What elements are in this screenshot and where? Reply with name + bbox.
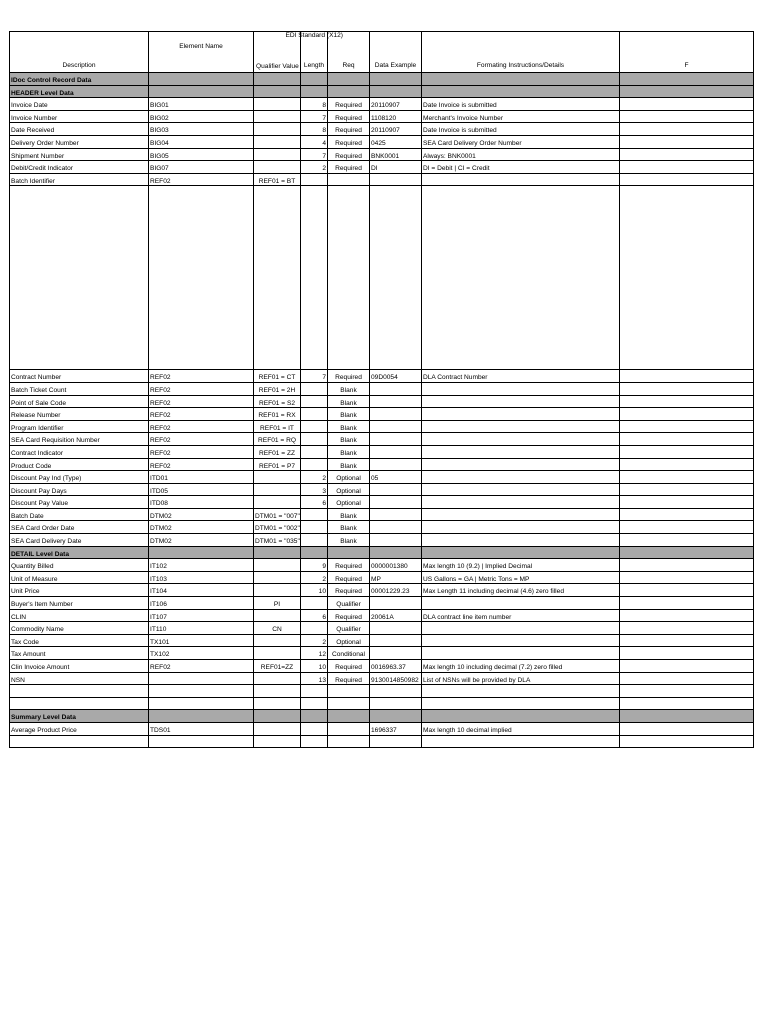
cell xyxy=(370,382,422,395)
cell: Blank xyxy=(328,458,370,471)
table-row xyxy=(10,123,754,136)
cell: REF02 xyxy=(149,370,254,383)
section-label: HEADER Level Data xyxy=(10,85,149,98)
cell xyxy=(254,496,301,509)
cell: REF01 = CT xyxy=(254,370,301,383)
cell: Max length 10 decimal implied xyxy=(422,722,620,735)
cell: REF02 xyxy=(149,408,254,421)
cell: Date Invoice is submitted xyxy=(422,98,620,111)
cell: IT106 xyxy=(149,597,254,610)
cell xyxy=(370,622,422,635)
cell: 9 xyxy=(301,559,328,572)
cell xyxy=(370,534,422,547)
cell: DTM02 xyxy=(149,508,254,521)
cell xyxy=(370,173,422,186)
cell: Blank xyxy=(328,508,370,521)
cell: Blank xyxy=(328,534,370,547)
cell xyxy=(301,433,328,446)
cell xyxy=(301,622,328,635)
cell: BIG02 xyxy=(149,110,254,123)
col-formatting: Formating Instructions/Details xyxy=(422,32,620,73)
cell: IT103 xyxy=(149,571,254,584)
cell xyxy=(370,420,422,433)
cell: 20061A xyxy=(370,609,422,622)
cell: DI = Debit | CI = Credit xyxy=(422,161,620,174)
cell: 4 xyxy=(301,135,328,148)
cell: Average Product Price xyxy=(10,722,149,735)
cell: REF01 = RX xyxy=(254,408,301,421)
cell: 20110907 xyxy=(370,98,422,111)
cell: REF02 xyxy=(149,382,254,395)
cell: DLA contract line item number xyxy=(422,609,620,622)
cell: US Gallons = GA | Metric Tons = MP xyxy=(422,571,620,584)
cell: ITD05 xyxy=(149,483,254,496)
cell: Required xyxy=(328,559,370,572)
cell xyxy=(422,173,620,186)
cell: Unit of Measure xyxy=(10,571,149,584)
cell: Batch Ticket Count xyxy=(10,382,149,395)
blank-row xyxy=(10,685,754,698)
cell: SEA Card Order Date xyxy=(10,521,149,534)
cell xyxy=(301,534,328,547)
cell: Blank xyxy=(328,395,370,408)
cell: Qualifier xyxy=(328,622,370,635)
cell: REF02 xyxy=(149,395,254,408)
cell: 13 xyxy=(301,672,328,685)
cell xyxy=(301,597,328,610)
cell xyxy=(422,483,620,496)
cell xyxy=(422,622,620,635)
table-row xyxy=(10,458,754,471)
cell: Always: BNK0001 xyxy=(422,148,620,161)
col-f: F xyxy=(620,32,754,73)
cell xyxy=(370,496,422,509)
blank-row xyxy=(10,186,754,370)
cell xyxy=(254,110,301,123)
cell: List of NSNs will be provided by DLA xyxy=(422,672,620,685)
table-row xyxy=(10,408,754,421)
table-row xyxy=(10,634,754,647)
cell: Batch Date xyxy=(10,508,149,521)
cell: 0000001380 xyxy=(370,559,422,572)
cell: Blank xyxy=(328,382,370,395)
table-row xyxy=(10,722,754,735)
cell: CN xyxy=(254,622,301,635)
cell: Date Received xyxy=(10,123,149,136)
cell: 3 xyxy=(301,483,328,496)
cell xyxy=(422,647,620,660)
cell xyxy=(149,672,254,685)
table-row xyxy=(10,148,754,161)
table-row xyxy=(10,135,754,148)
cell xyxy=(422,496,620,509)
section-header xyxy=(10,85,754,98)
cell: 20110907 xyxy=(370,123,422,136)
cell: Blank xyxy=(328,521,370,534)
cell xyxy=(370,647,422,660)
cell xyxy=(370,433,422,446)
cell: REF01 = BT xyxy=(254,173,301,186)
cell xyxy=(254,483,301,496)
cell: Clin Invoice Amount xyxy=(10,660,149,673)
cell: Tax Amount xyxy=(10,647,149,660)
cell: 9130014850982 xyxy=(370,672,422,685)
col-element-name: EDI Standard (X12) Element Name xyxy=(149,32,254,73)
section-summary xyxy=(10,710,754,723)
cell: Optional xyxy=(328,483,370,496)
table-row xyxy=(10,622,754,635)
cell xyxy=(301,722,328,735)
cell: IT110 xyxy=(149,622,254,635)
cell: Quantity Billed xyxy=(10,559,149,572)
cell: BIG03 xyxy=(149,123,254,136)
cell: Blank xyxy=(328,445,370,458)
table-row xyxy=(10,571,754,584)
cell: Conditional xyxy=(328,647,370,660)
cell: 0425 xyxy=(370,135,422,148)
cell: Commodity Name xyxy=(10,622,149,635)
cell xyxy=(301,508,328,521)
cell xyxy=(370,521,422,534)
cell: DTM01 = "002" xyxy=(254,521,301,534)
cell: 8 xyxy=(301,123,328,136)
cell xyxy=(370,634,422,647)
cell: 05 xyxy=(370,471,422,484)
cell xyxy=(254,471,301,484)
cell: Product Code xyxy=(10,458,149,471)
cell: Max Length 11 including decimal (4.6) zero filled xyxy=(422,584,620,597)
cell: BNK0001 xyxy=(370,148,422,161)
cell: Delivery Order Number xyxy=(10,135,149,148)
cell: SEA Card Requisition Number xyxy=(10,433,149,446)
cell: NSN xyxy=(10,672,149,685)
cell: Required xyxy=(328,161,370,174)
cell: 10 xyxy=(301,660,328,673)
cell: Tax Code xyxy=(10,634,149,647)
cell: Required xyxy=(328,148,370,161)
cell xyxy=(422,420,620,433)
cell: 2 xyxy=(301,571,328,584)
cell xyxy=(301,420,328,433)
cell: CLIN xyxy=(10,609,149,622)
blank-row xyxy=(10,697,754,710)
table-row xyxy=(10,173,754,186)
cell xyxy=(422,445,620,458)
cell xyxy=(301,445,328,458)
cell: 6 xyxy=(301,496,328,509)
cell: 7 xyxy=(301,110,328,123)
table-row xyxy=(10,660,754,673)
cell: DLA Contract Number xyxy=(422,370,620,383)
cell xyxy=(422,471,620,484)
cell xyxy=(422,395,620,408)
cell xyxy=(422,433,620,446)
cell xyxy=(254,672,301,685)
cell: Contract Number xyxy=(10,370,149,383)
cell: Max length 10 including decimal (7.2) zero filled xyxy=(422,660,620,673)
cell xyxy=(254,722,301,735)
cell: Optional xyxy=(328,471,370,484)
cell: Debit/Credit Indicator xyxy=(10,161,149,174)
table-row xyxy=(10,534,754,547)
cell: 7 xyxy=(301,148,328,161)
cell: Shipment Number xyxy=(10,148,149,161)
cell: Blank xyxy=(328,420,370,433)
cell: Invoice Date xyxy=(10,98,149,111)
cell: 1696337 xyxy=(370,722,422,735)
table-row xyxy=(10,647,754,660)
cell xyxy=(301,173,328,186)
cell: 1108120 xyxy=(370,110,422,123)
section-detail xyxy=(10,546,754,559)
cell xyxy=(370,445,422,458)
group-title: EDI Standard (X12) xyxy=(285,32,343,39)
cell xyxy=(301,408,328,421)
table-row xyxy=(10,496,754,509)
cell xyxy=(370,395,422,408)
cell xyxy=(301,521,328,534)
cell: REF02 xyxy=(149,660,254,673)
cell: REF01 = 2H xyxy=(254,382,301,395)
col-req: Req xyxy=(328,32,370,73)
cell xyxy=(254,161,301,174)
cell: Required xyxy=(328,98,370,111)
table-row xyxy=(10,161,754,174)
cell: 09D0054 xyxy=(370,370,422,383)
table-row xyxy=(10,382,754,395)
cell: SEA Card Delivery Date xyxy=(10,534,149,547)
cell: REF02 xyxy=(149,433,254,446)
table-row xyxy=(10,110,754,123)
cell: Blank xyxy=(328,408,370,421)
cell: PI xyxy=(254,597,301,610)
cell: IT102 xyxy=(149,559,254,572)
cell: 00001229.23 xyxy=(370,584,422,597)
edi-spec-table xyxy=(9,31,754,748)
cell: Max length 10 (9.2) | Implied Decimal xyxy=(422,559,620,572)
cell: 0016963.37 xyxy=(370,660,422,673)
cell: IT104 xyxy=(149,584,254,597)
cell xyxy=(370,508,422,521)
cell: 7 xyxy=(301,370,328,383)
cell: REF02 xyxy=(149,445,254,458)
table-row xyxy=(10,483,754,496)
table-row xyxy=(10,395,754,408)
cell: 2 xyxy=(301,634,328,647)
table-row xyxy=(10,370,754,383)
cell: 6 xyxy=(301,609,328,622)
cell: BIG07 xyxy=(149,161,254,174)
cell: BIG01 xyxy=(149,98,254,111)
cell: 2 xyxy=(301,161,328,174)
cell: Unit Price xyxy=(10,584,149,597)
cell xyxy=(370,597,422,610)
cell: 2 xyxy=(301,471,328,484)
table-row xyxy=(10,420,754,433)
cell: Required xyxy=(328,660,370,673)
cell: SEA Card Delivery Order Number xyxy=(422,135,620,148)
cell: DTM02 xyxy=(149,534,254,547)
cell xyxy=(422,408,620,421)
cell: Required xyxy=(328,135,370,148)
cell: DTM01 = "007" xyxy=(254,508,301,521)
cell: Contract Indicator xyxy=(10,445,149,458)
table-row xyxy=(10,672,754,685)
cell xyxy=(254,609,301,622)
header-row xyxy=(10,32,754,73)
cell: 8 xyxy=(301,98,328,111)
cell: Required xyxy=(328,672,370,685)
cell: TDS01 xyxy=(149,722,254,735)
cell: TX101 xyxy=(149,634,254,647)
section-label: IDoc Control Record Data xyxy=(10,73,149,86)
cell: Required xyxy=(328,110,370,123)
section-label: DETAIL Level Data xyxy=(10,546,149,559)
cell: REF02 xyxy=(149,458,254,471)
table-row xyxy=(10,471,754,484)
cell: Discount Pay Value xyxy=(10,496,149,509)
cell: BIG05 xyxy=(149,148,254,161)
cell xyxy=(254,634,301,647)
cell: TX102 xyxy=(149,647,254,660)
cell: Discount Pay Ind (Type) xyxy=(10,471,149,484)
cell: Date Invoice is submitted xyxy=(422,123,620,136)
cell xyxy=(422,634,620,647)
col-description: Description xyxy=(10,32,149,73)
cell: Required xyxy=(328,370,370,383)
table-row xyxy=(10,433,754,446)
cell: Optional xyxy=(328,496,370,509)
cell xyxy=(254,559,301,572)
cell xyxy=(328,722,370,735)
cell xyxy=(301,382,328,395)
cell: REF01 = RQ xyxy=(254,433,301,446)
cell: REF01 = IT xyxy=(254,420,301,433)
cell: Merchant's Invoice Number xyxy=(422,110,620,123)
table-row xyxy=(10,559,754,572)
cell xyxy=(254,135,301,148)
table-row xyxy=(10,508,754,521)
cell xyxy=(422,597,620,610)
cell: Program Identifier xyxy=(10,420,149,433)
cell: DI xyxy=(370,161,422,174)
section-label: Summary Level Data xyxy=(10,710,149,723)
table-row xyxy=(10,98,754,111)
cell: BIG04 xyxy=(149,135,254,148)
cell: IT107 xyxy=(149,609,254,622)
cell: Blank xyxy=(328,433,370,446)
cell xyxy=(422,534,620,547)
table-row xyxy=(10,521,754,534)
table-row xyxy=(10,609,754,622)
cell xyxy=(254,123,301,136)
cell: REF01=ZZ xyxy=(254,660,301,673)
cell: 12 xyxy=(301,647,328,660)
cell xyxy=(254,98,301,111)
cell: Qualifier xyxy=(328,597,370,610)
cell xyxy=(422,458,620,471)
col-qualifier: Qualifier Value xyxy=(254,32,301,73)
cell: REF02 xyxy=(149,420,254,433)
cell xyxy=(254,584,301,597)
col-length: Length xyxy=(301,32,328,73)
table-row xyxy=(10,445,754,458)
cell: REF01 = ZZ xyxy=(254,445,301,458)
cell: 10 xyxy=(301,584,328,597)
cell xyxy=(422,382,620,395)
cell xyxy=(422,508,620,521)
cell: REF01 = S2 xyxy=(254,395,301,408)
cell: DTM02 xyxy=(149,521,254,534)
cell: REF01 = P7 xyxy=(254,458,301,471)
cell: ITD01 xyxy=(149,471,254,484)
blank-row xyxy=(10,735,754,748)
cell xyxy=(301,458,328,471)
cell: Optional xyxy=(328,634,370,647)
cell xyxy=(328,173,370,186)
cell xyxy=(301,395,328,408)
cell: REF02 xyxy=(149,173,254,186)
cell: ITD08 xyxy=(149,496,254,509)
cell: Release Number xyxy=(10,408,149,421)
table-row xyxy=(10,597,754,610)
cell: DTM01 = "035" xyxy=(254,534,301,547)
cell xyxy=(254,571,301,584)
cell xyxy=(370,408,422,421)
cell: MP xyxy=(370,571,422,584)
cell xyxy=(254,148,301,161)
cell: Required xyxy=(328,571,370,584)
cell xyxy=(422,521,620,534)
section-idoc xyxy=(10,73,754,86)
cell xyxy=(254,647,301,660)
cell: Buyer's Item Number xyxy=(10,597,149,610)
cell: Invoice Number xyxy=(10,110,149,123)
cell xyxy=(370,458,422,471)
col-data-example: Data Example xyxy=(370,32,422,73)
cell xyxy=(370,483,422,496)
cell: Required xyxy=(328,123,370,136)
cell: Required xyxy=(328,584,370,597)
cell: Batch Identifier xyxy=(10,173,149,186)
cell: Required xyxy=(328,609,370,622)
cell: Point of Sale Code xyxy=(10,395,149,408)
table-row xyxy=(10,584,754,597)
cell: Discount Pay Days xyxy=(10,483,149,496)
